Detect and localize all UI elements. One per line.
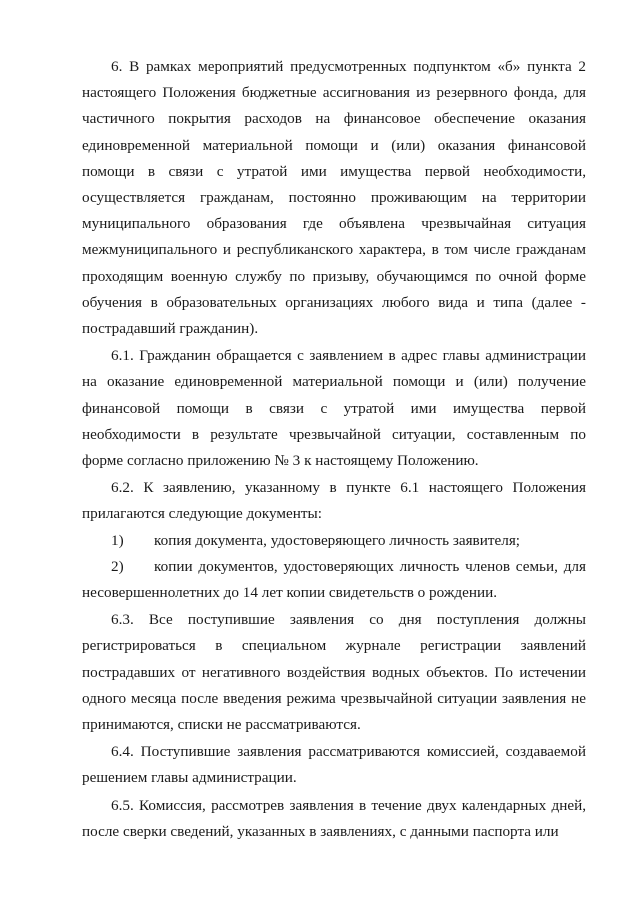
list-item-text: копия документа, удостоверяющего личность заявителя; <box>154 531 521 549</box>
document-page <box>82 54 586 845</box>
list-item <box>82 554 586 606</box>
paragraph-6-1: 6.1. Гражданин обращается с заявлением в адрес главы администрации на оказание единовременной материальной помощи и (или) получение финансовой помощи в связи с утратой ими имущества первой необходимости в результате чрезвычайной ситуации, составленным по форме согласно приложению № 3 к настоящему Положению. <box>82 347 586 470</box>
paragraph-6-2: 6.2. К заявлению, указанному в пункте 6.1 настоящего Положения прилагаются следующие документы: <box>82 479 586 523</box>
paragraph-6-5: 6.5. Комиссия, рассмотрев заявления в течение двух календарных дней, после сверки сведений, указанных в заявлениях, с данными паспорта или <box>82 796 586 840</box>
list-item-text: копии документов, удостоверяющих личность членов семьи, для несовершеннолетних до 14 лет копии свидетельств о рождении. <box>82 557 586 602</box>
list-item-number: 1) <box>111 531 124 549</box>
paragraph-6: 6. В рамках мероприятий предусмотренных подпунктом «б» пункта 2 настоящего Положения бюджетные ассигнования из резервного фонда, для частичного покрытия расходов на финансовое обеспечение оказания единовременной материальной помощи и (или) оказания финансовой помощи в связи с утратой ими имущества первой необходимости, осуществляется гражданам, постоянно проживающим на территории муниципального образования где объявлена чрезвычайная ситуация межмуниципального и республиканского характера, в том числе гражданам проходящим военную службу по призыву, обучающимся по очной форме обучения в образовательных организациях любого вида и типа (далее - пострадавший гражданин). <box>82 58 586 338</box>
list-item-number: 2) <box>111 557 124 575</box>
paragraph-6-4: 6.4. Поступившие заявления рассматриваются комиссией, создаваемой решением главы администрации. <box>82 743 586 787</box>
list-item <box>82 528 586 554</box>
paragraph-6-3: 6.3. Все поступившие заявления со дня поступления должны регистрироваться в специальном журнале регистрации заявлений пострадавших от негативного воздействия водных объектов. По истечении одного месяца после введения режима чрезвычайной ситуации заявления не принимаются, списки не рассматриваются. <box>82 611 586 734</box>
